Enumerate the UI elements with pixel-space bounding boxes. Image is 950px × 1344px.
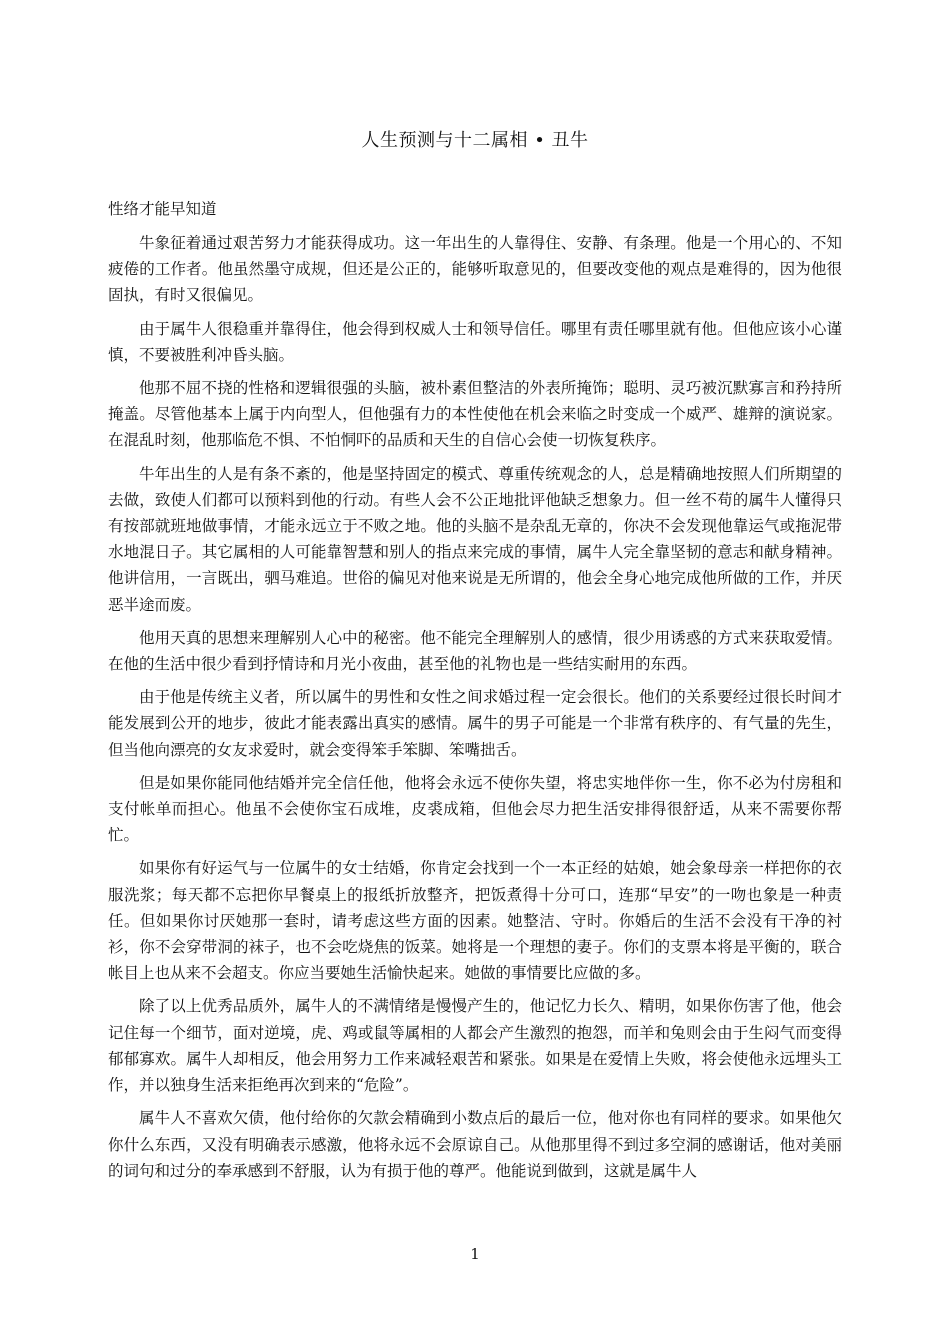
paragraph: 如果你有好运气与一位属牛的女士结婚，你肯定会找到一个一本正经的姑娘，她会象母亲一样把你的衣服洗浆；每天都不忘把你早餐桌上的报纸折放整齐，把饭煮得十分可口，连那“早安”的一吻也象是一种责任。但如果你讨厌她那一套时，请考虑这些方面的因素。她整洁、守时。你婚后的生活不会没有干净的衬衫，你不会穿带洞的袜子，也不会吃烧焦的饭菜。她将是一个理想的妻子。你们的支票本将是平衡的，联合帐目上也从来不会超支。你应当要她生活愉快起来。她做的事情要比应做的多。 xyxy=(108,859,842,983)
paragraph: 但是如果你能同他结婚并完全信任他，他将会永远不使你失望，将忠实地伴你一生，你不必为付房租和支付帐单而担心。他虽不会使你宝石成堆，皮裘成箱，但他会尽力把生活安排得很舒适，从来不需要你帮忙。 xyxy=(108,773,842,845)
paragraph: 牛年出生的人是有条不紊的，他是坚持固定的模式、尊重传统观念的人，总是精确地按照人们所期望的去做，致使人们都可以预料到他的行动。有些人会不公正地批评他缺乏想象力。但一丝不苟的属牛人懂得只有按部就班地做事情，才能永远立于不败之地。他的头脑不是杂乱无章的，你决不会发现他靠运气或拖泥带水地混日子。其它属相的人可能靠智慧和别人的指点来完成的事情，属牛人完全靠坚韧的意志和献身精神。他讲信用，一言既出，驷马难追。世俗的偏见对他来说是无所谓的，他会全身心地完成他所做的工作，并厌恶半途而废。 xyxy=(108,464,842,614)
paragraph: 他用天真的思想来理解别人心中的秘密。他不能完全理解别人的感情，很少用诱惑的方式来获取爱情。在他的生活中很少看到抒情诗和月光小夜曲，甚至他的礼物也是一些结实耐用的东西。 xyxy=(108,628,842,674)
paragraph: 除了以上优秀品质外，属牛人的不满情绪是慢慢产生的，他记忆力长久、精明，如果你伤害了他，他会记住每一个细节，面对逆境，虎、鸡或鼠等属相的人都会产生激烈的抱怨，而羊和兔则会由于生闷气而变得郁郁寡欢。属牛人却相反，他会用努力工作来减轻艰苦和紧张。如果是在爱情上失败，将会使他永远埋头工作，并以独身生活来拒绝再次到来的“危险”。 xyxy=(108,997,842,1095)
paragraph: 由于属牛人很稳重并靠得住，他会得到权威人士和领导信任。哪里有责任哪里就有他。但他应该小心谨慎，不要被胜利冲昏头脑。 xyxy=(108,319,842,364)
page-title: 人生预测与十二属相 • 丑牛 xyxy=(361,130,589,151)
page-number: 1 xyxy=(470,1245,480,1263)
paragraph: 属牛人不喜欢欠债，他付给你的欠款会精确到小数点后的最后一位，他对你也有同样的要求。如果他欠你什么东西，又没有明确表示感激，他将永远不会原谅自己。从他那里得不到过多空洞的感谢话，他对美丽的词句和过分的奉承感到不舒服，认为有损于他的尊严。他能说到做到，这就是属牛人 xyxy=(108,1109,842,1180)
paragraph: 由于他是传统主义者，所以属牛的男性和女性之间求婚过程一定会很长。他们的关系要经过很长时间才能发展到公开的地步，彼此才能表露出真实的感情。属牛的男子可能是一个非常有秩序的、有气量的先生，但当他向漂亮的女友求爱时，就会变得笨手笨脚、笨嘴拙舌。 xyxy=(108,688,842,759)
body-text xyxy=(108,230,842,1191)
paragraph: 牛象征着通过艰苦努力才能获得成功。这一年出生的人靠得住、安静、有条理。他是一个用心的、不知疲倦的工作者。他虽然墨守成规，但还是公正的，能够听取意见的，但要改变他的观点是难得的，因为他很固执，有时又很偏见。 xyxy=(108,234,842,305)
paragraph: 他那不屈不挠的性格和逻辑很强的头脑，被朴素但整洁的外表所掩饰；聪明、灵巧被沉默寡言和矜持所掩盖。尽管他基本上属于内向型人，但他强有力的本性使他在机会来临之时变成一个威严、雄辩的演说家。在混乱时刻，他那临危不惧、不怕恫吓的品质和天生的自信心会使一切恢复秩序。 xyxy=(108,379,842,450)
section-heading: 性络才能早知道 xyxy=(108,200,217,218)
